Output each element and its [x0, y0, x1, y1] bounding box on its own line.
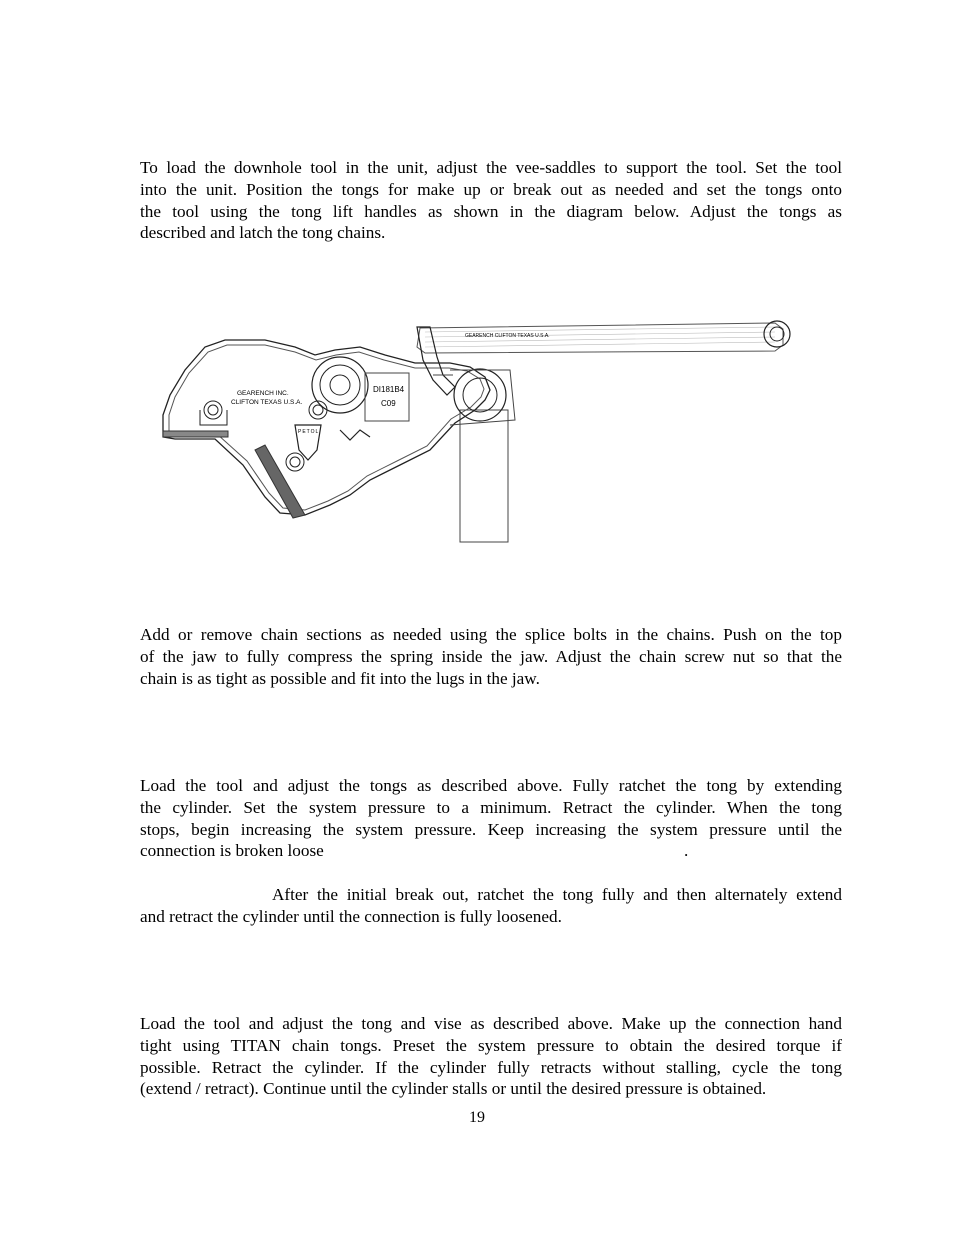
- post-outline: [460, 410, 508, 542]
- text-line: Load the tool and adjust the tongs as described above. Fully ratchet the tong by extending: [140, 776, 842, 795]
- body-text-2: CLIFTON TEXAS U.S.A.: [231, 399, 303, 406]
- paragraph-after-break: [140, 884, 842, 928]
- text-line: Add or remove chain sections as needed using the splice bolts in the chains. Push on the top: [140, 625, 842, 644]
- text-line: connection is broken loose: [140, 841, 324, 861]
- tong-body-outline: [163, 340, 490, 515]
- text-line: of the jaw to fully compress the spring inside the jaw. Adjust the chain screw nut so that the: [140, 646, 842, 666]
- pivot-link: [454, 369, 506, 421]
- paragraph-chain-sections: [140, 624, 842, 689]
- shield-text: PETOL: [298, 429, 320, 435]
- text-line: the tool using the tong lift handles as shown in the diagram below. Adjust the tongs as: [140, 201, 842, 221]
- handle-text: GEARENCH CLIFTON TEXAS U.S.A.: [465, 333, 550, 339]
- text-line: described and latch the tong chains.: [140, 223, 386, 243]
- text-line: stops, begin increasing the system pressure. Keep increasing the system pressure until the: [140, 819, 842, 839]
- tong-drawing: [155, 315, 805, 550]
- text-line: To load the downhole tool in the unit, adjust the vee-saddles to support the tool. Set the tool: [140, 158, 842, 177]
- text-line: possible. Retract the cylinder. If the cylinder fully retracts without stalling, cycle the tong: [140, 1057, 842, 1077]
- text-line: into the unit. Position the tongs for make up or break out as needed and set the tongs onto: [140, 179, 842, 199]
- body-text-1: GEARENCH INC.: [237, 390, 289, 397]
- break-out-period: .: [684, 841, 689, 860]
- text-line: After the initial break out, ratchet the tong fully and then alternately extend: [272, 885, 842, 904]
- paragraph-break-out: [140, 775, 842, 862]
- text-line: chain is as tight as possible and fit into the lugs in the jaw.: [140, 668, 540, 688]
- text-line: tight using TITAN chain tongs. Preset the system pressure to obtain the desired torque if: [140, 1035, 842, 1055]
- lower-handle: [255, 445, 305, 518]
- part-number: DI181B4: [373, 385, 405, 394]
- text-line: and retract the cylinder until the connection is fully loosened.: [140, 906, 562, 926]
- handle-bracket: [417, 327, 455, 395]
- paragraph-make-up: [140, 1013, 842, 1100]
- text-line: the cylinder. Set the system pressure to a minimum. Retract the cylinder. When the tong: [140, 797, 842, 817]
- page-number: 19: [469, 1109, 485, 1126]
- text-line: Load the tool and adjust the tong and vise as described above. Make up the connection hand: [140, 1014, 842, 1033]
- paragraph-load-tool: [140, 157, 842, 244]
- tong-lift-diagram: [155, 315, 805, 550]
- text-line: (extend / retract). Continue until the cylinder stalls or until the desired pressure is obtained.: [140, 1079, 767, 1099]
- part-code: C09: [381, 399, 396, 408]
